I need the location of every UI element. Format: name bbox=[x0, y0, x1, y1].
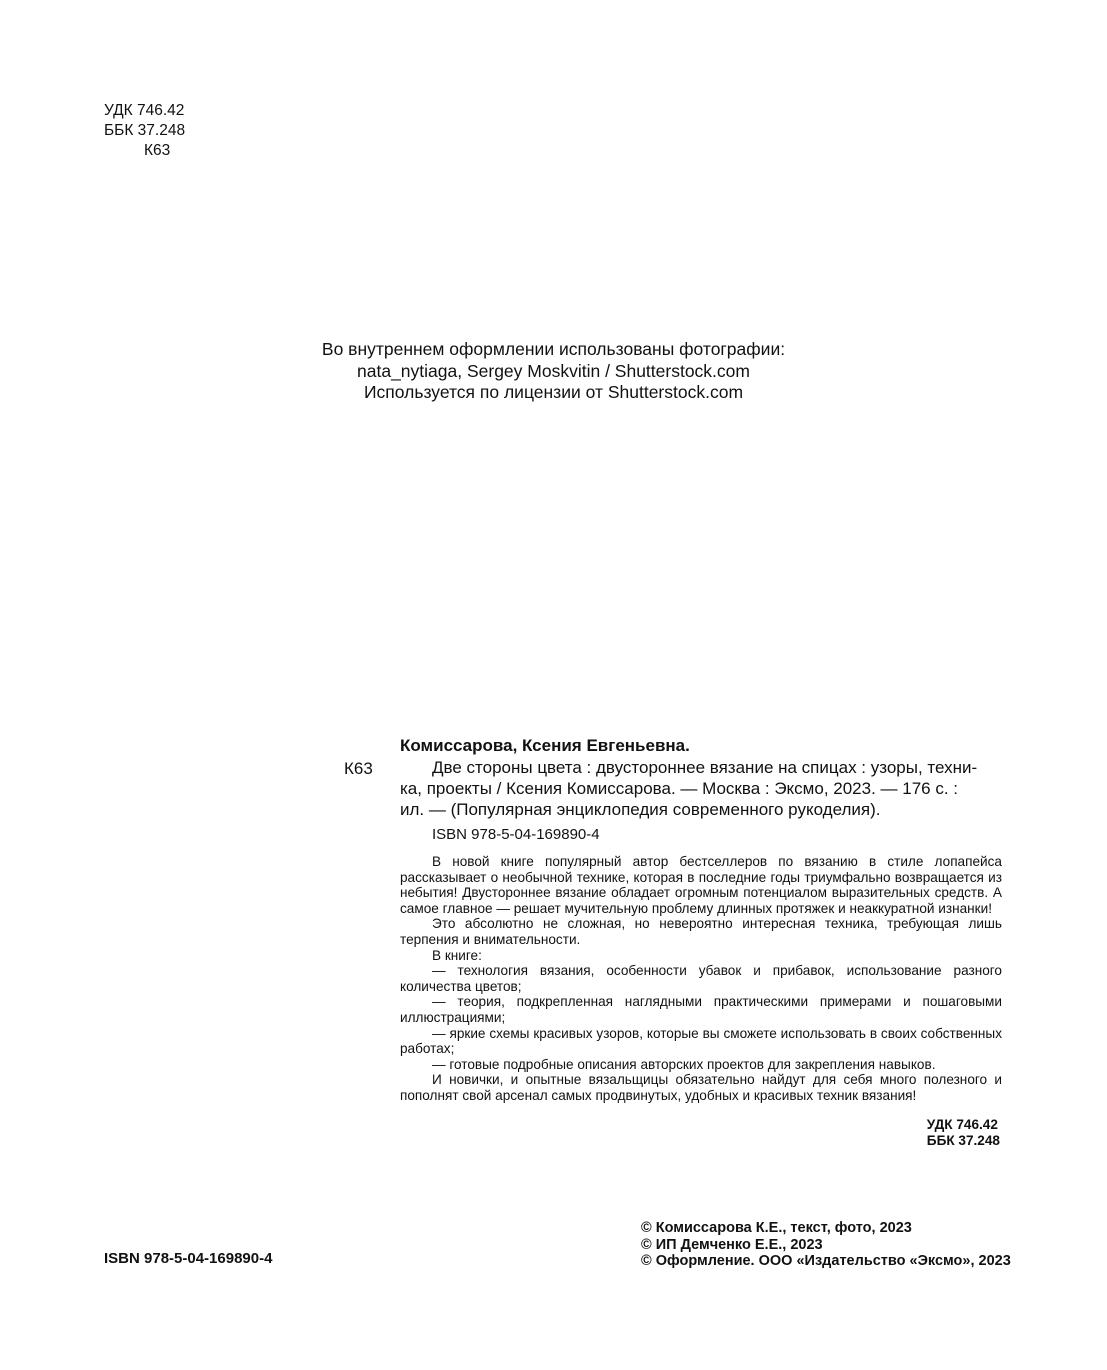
catalog-code: К63 bbox=[344, 759, 373, 778]
udk-code: УДК 746.42 bbox=[104, 102, 185, 119]
copyright-line: © Оформление. ООО «Издательство «Эксмо», 2023 bbox=[641, 1253, 1011, 1269]
photo-credits-line-3: Используется по лицензии от Shutterstock.com bbox=[363, 382, 744, 402]
author-mark: К63 bbox=[144, 142, 171, 159]
bbk-code: ББК 37.248 bbox=[104, 122, 186, 139]
photo-credits-line-2: nata_nytiaga, Sergey Moskvitin / Shutterstock.com bbox=[357, 360, 750, 381]
classification-block bbox=[104, 101, 185, 161]
annotation-list-item: — теория, подкрепленная наглядными практическими примерами и пошаговыми иллюстрациями; bbox=[400, 994, 1002, 1025]
photo-credits bbox=[0, 339, 1107, 404]
copyright-line: © ИП Демченко Е.Е., 2023 bbox=[641, 1236, 823, 1253]
bibliographic-description bbox=[400, 757, 1002, 820]
annotation-paragraph: В книге: bbox=[432, 947, 482, 963]
isbn-bottom: ISBN 978-5-04-169890-4 bbox=[104, 1250, 273, 1267]
description-line: ил. — (Популярная энциклопедия современного рукоделия). bbox=[400, 800, 881, 819]
description-line: Две стороны цвета : двустороннее вязание на спицах : узоры, техни- bbox=[432, 758, 978, 777]
udk-code-bottom: УДК 746.42 bbox=[926, 1117, 998, 1132]
copyright-line: © Комиссарова К.Е., текст, фото, 2023 bbox=[641, 1220, 912, 1236]
bbk-code-bottom: ББК 37.248 bbox=[926, 1133, 1000, 1148]
classification-bottom bbox=[927, 1117, 1000, 1149]
annotation-list-item: — технология вязания, особенности убавок и прибавок, использование разного количества цветов; bbox=[400, 963, 1002, 994]
annotation-list-item: — яркие схемы красивых узоров, которые вы сможете использовать в своих собственных работах; bbox=[400, 1025, 1002, 1057]
annotation-paragraph: И новички, и опытные вязальщицы обязательно найдут для себя много полезного и пополнят свой арсенал самых продвинутых, удобных и красивых техник вязания! bbox=[400, 1072, 1002, 1103]
annotation-list-item: — готовые подробные описания авторских проектов для закрепления навыков. bbox=[432, 1056, 936, 1072]
author-heading: Комиссарова, Ксения Евгеньевна. bbox=[400, 736, 690, 755]
record-isbn: ISBN 978-5-04-169890-4 bbox=[432, 826, 600, 843]
annotation bbox=[400, 854, 1002, 1104]
annotation-paragraph: В новой книге популярный автор бестселлеров по вязанию в стиле лопапейса рассказывает о необычной технике, которая в последние годы триумфально возвращается из небытия! Двустороннее вязание обладает огромным потенциалом выразительных средств. А самое главное — решает мучительную проблему длинных протяжек и неаккуратной изнанки! bbox=[400, 854, 1002, 916]
copyright-block bbox=[641, 1220, 1011, 1270]
annotation-paragraph: Это абсолютно не сложная, но невероятно интересная техника, требующая лишь терпения и внимательности. bbox=[400, 916, 1002, 947]
photo-credits-line-1: Во внутреннем оформлении использованы фотографии: bbox=[321, 339, 786, 359]
description-line: ка, проекты / Ксения Комиссарова. — Москва : Эксмо, 2023. — 176 с. : bbox=[400, 779, 959, 798]
